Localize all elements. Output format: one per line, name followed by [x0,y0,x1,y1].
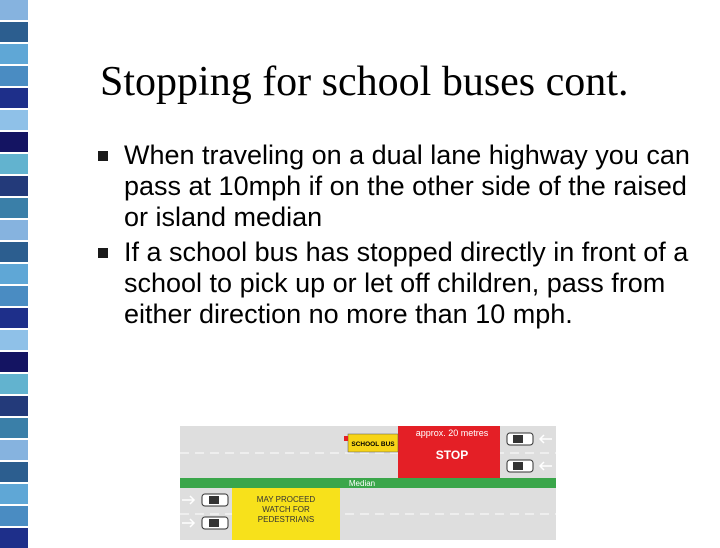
proceed-label-line: MAY PROCEED [256,495,316,504]
bullet-item [88,140,708,233]
square-bullet-icon [98,248,108,258]
decorative-square [0,22,28,42]
decorative-square [0,154,28,174]
proceed-label-line: WATCH FOR [262,505,310,514]
road-diagram [180,426,556,540]
bullet-list [88,140,708,334]
decorative-square [0,308,28,328]
decorative-square [0,242,28,262]
decorative-square [0,198,28,218]
decorative-square [0,66,28,86]
decorative-square [0,220,28,240]
decorative-square [0,462,28,482]
bullet-text: If a school bus has stopped directly in front of a school to pick up or let off children, pass from either direction no more than 10 mph. [124,237,689,329]
road-diagram-svg [180,426,556,540]
stop-arm-icon [344,436,348,441]
car-icon [202,517,228,529]
slide-title: Stopping for school buses cont. [100,59,629,105]
decorative-square [0,506,28,526]
decorative-square [0,352,28,372]
decorative-square [0,176,28,196]
decorative-square [0,286,28,306]
decorative-square [0,374,28,394]
decorative-square [0,330,28,350]
bullet-item [88,237,708,330]
decorative-square-strip [0,0,28,540]
car-icon [507,460,533,472]
decorative-square [0,0,28,20]
decorative-square [0,132,28,152]
distance-label: approx. 20 metres [415,428,489,438]
stop-label: STOP [435,448,469,462]
bus-label: SCHOOL BUS [351,441,395,448]
bullet-text: When traveling on a dual lane highway you can pass at 10mph if on the other side of the raised or island median [124,140,690,232]
decorative-square [0,88,28,108]
decorative-square [0,44,28,64]
median-label: Median [348,479,376,488]
decorative-square [0,418,28,438]
decorative-square [0,440,28,460]
square-bullet-icon [98,151,108,161]
car-icon [202,494,228,506]
decorative-square [0,110,28,130]
decorative-square [0,484,28,504]
car-icon [507,433,533,445]
decorative-square [0,264,28,284]
decorative-square [0,396,28,416]
decorative-square [0,528,28,548]
proceed-label-line: PEDESTRIANS [257,515,315,524]
